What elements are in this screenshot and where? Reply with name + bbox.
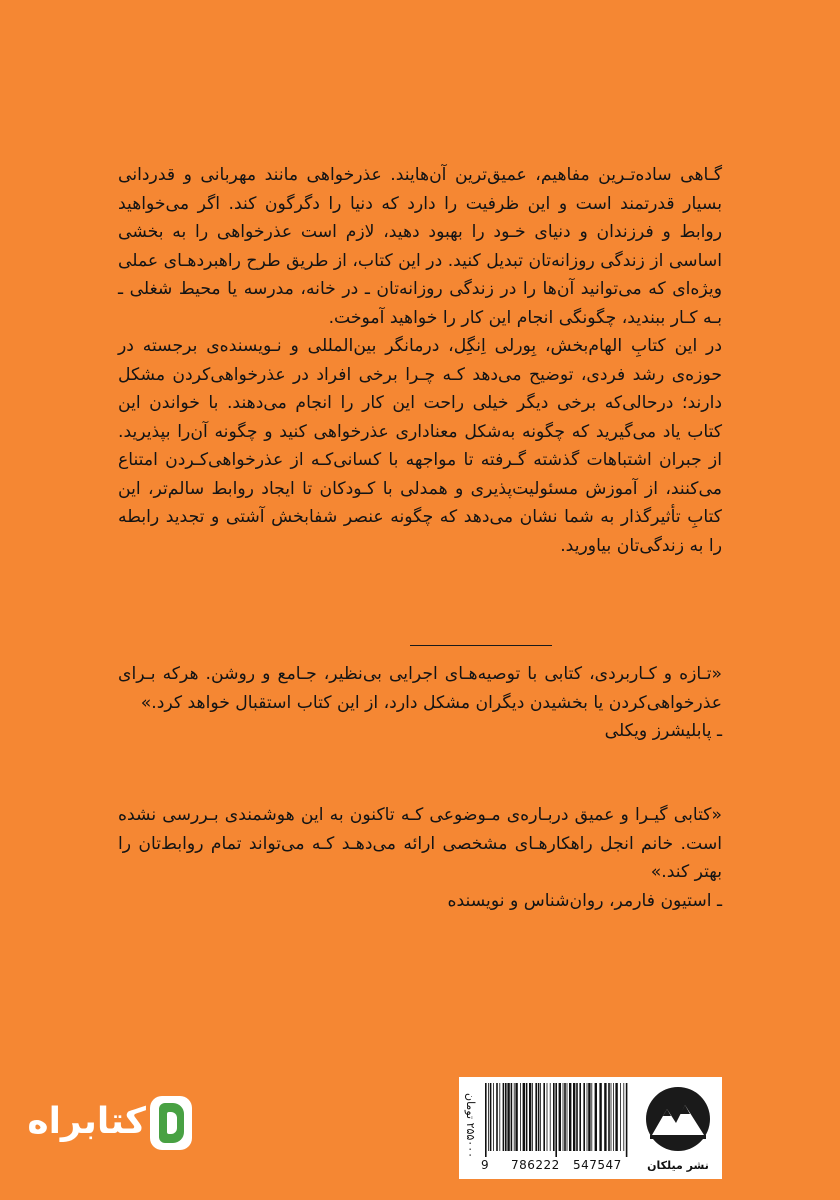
publisher-logo (643, 1083, 713, 1173)
barcode-bars (483, 1083, 629, 1157)
section-divider (410, 645, 552, 646)
quote-attribution: ـ پابلیشرز ویکلی (604, 721, 722, 741)
review-quote (118, 801, 722, 915)
quote-text: «تـازه و کـاربردی، کتابی با توصیه‌هـای اجرایی بی‌نظیر، جـامع و روشن. هرکه بـرای عذرخواهی‌کردن یا بخشیدن دیگران مشکل دارد، از این کتاب استقبال خواهد کرد.» (118, 664, 722, 713)
ketabrah-logo (27, 1094, 192, 1154)
description-paragraph: در این کتابِ الهام‌بخش، بِورلی اِنگِل، درمانگر بین‌المللی و نـویسنده‌ی برجسته در حوزه‌ی رشد فردی، توضیح می‌دهد کـه چـرا برخی افراد در عذرخواهی‌کردن مشکل دارند؛ درحالی‌که برخی دیگر خیلی راحت این کار را انجام می‌دهند. با خواندن این کتاب یاد می‌گیرید که چگونه به‌شکل معناداری عذرخواهی کنید و چگونه آن‌را بپذیرید. از جبران اشتباهات گذشته گـرفته تا مواجهه با کسانی‌کـه از عذرخواهی‌کـردن امتناع می‌کنند، از آموزش مسئولیت‌پذیری و همدلی با کـودکان تا ایجاد روابط سالم‌تر، این کتابِ تأثیرگذار به شما نشان می‌دهد که چگونه عنصر شفابخش آشتی و تجدید رابطه را به زندگی‌تان بیاورید. (118, 336, 722, 556)
ketabrah-logo-icon (150, 1096, 192, 1150)
publisher-name: نشر میلکان (647, 1159, 709, 1172)
barcode-box (459, 1077, 722, 1179)
book-description (118, 161, 722, 560)
review-quote (118, 660, 722, 746)
barcode-digit-group: 547547 (573, 1158, 622, 1172)
price-label: ۲۵۵۰۰۰ تومان (464, 1093, 477, 1159)
description-paragraph: گـاهی ساده‌تـرین مفاهیم، عمیق‌ترین آن‌هایند. عذرخواهی مانند مهربانی و قدردانی بسیار قدرتمند است و این ظرفیت را دارد که دنیا را دگرگون کند. اگر می‌خواهید روابط و فرزندان و دنیای خـود را بهبود دهید، لازم است عذرخواهی را به بخشی اساسی از زندگی روزانه‌تان تبدیل کنید. در این کتاب، از طریق طرح راهبردهـای عملی ویژه‌ای که می‌توانید آن‌ها را در زندگی روزانه‌تان ـ در خانه، مدرسه یا محیط شغلی ـ بـه کـار ببندید، چگونگی انجام این کار را خواهید آموخت. (117, 165, 722, 328)
quote-attribution: ـ استیون فارمر، روان‌شناس و نویسنده (447, 890, 722, 911)
barcode-digit-prefix: 9 (481, 1158, 489, 1172)
barcode-digit-group: 786222 (511, 1158, 560, 1172)
ketabrah-logo-text: کتابراه (27, 1101, 146, 1142)
quote-text: «کتابی گیـرا و عمیق دربـاره‌ی مـوضوعی کـه تاکنون به این هوشمندی بـررسی نشده است. خانم انجل راهکارهـای مشخصی ارائه می‌دهـد کـه می‌تواند تمام روابط‌تان را بهتر کند.» (118, 805, 722, 882)
mountains-icon (643, 1083, 713, 1157)
